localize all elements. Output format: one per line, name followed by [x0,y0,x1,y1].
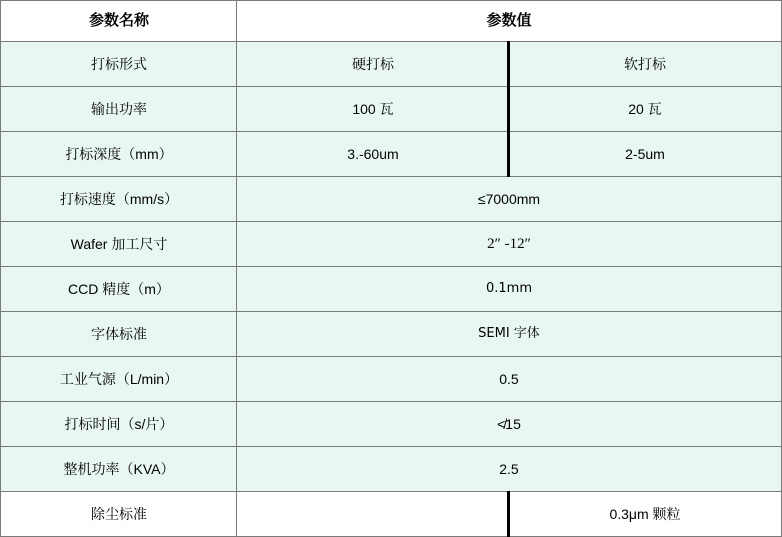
header-cell-value: 参数值 [237,1,781,42]
column-divider [507,86,510,132]
row-value-left [237,492,509,537]
column-divider [507,41,510,87]
table-row [1,87,781,132]
column-divider [507,491,510,537]
table-row [1,447,781,492]
row-value-merged: 2″ -12″ [237,222,781,267]
row-value-merged: 0.1mm [237,267,781,312]
row-value-left: 硬打标 [237,42,509,87]
row-value-left: 3.-60um [237,132,509,177]
row-value-merged: 2.5 [237,447,781,492]
table-row [1,42,781,87]
row-label: CCD 精度（m） [1,267,237,312]
table-row [1,402,781,447]
row-label: 打标时间（s/片） [1,402,237,447]
row-value-left: 100 瓦 [237,87,509,132]
row-label: 整机功率（KVA） [1,447,237,492]
row-label: Wafer 加工尺寸 [1,222,237,267]
row-value-merged: SEMI 字体 [237,312,781,357]
row-value-right: 2-5um [509,132,781,177]
row-label: 字体标准 [1,312,237,357]
table-row [1,132,781,177]
row-value-merged: 0.5 [237,357,781,402]
table-row [1,312,781,357]
column-divider [507,131,510,177]
row-value-merged: ≤7000mm [237,177,781,222]
row-value-right: 20 瓦 [509,87,781,132]
table-row [1,267,781,312]
row-label: 打标速度（mm/s） [1,177,237,222]
row-value-right: 软打标 [509,42,781,87]
row-label: 工业气源（L/min） [1,357,237,402]
row-value-merged: ≮15 [237,402,781,447]
table-row [1,177,781,222]
table-row [1,222,781,267]
row-label: 打标形式 [1,42,237,87]
row-label: 除尘标准 [1,492,237,537]
row-value-right: 0.3μm 颗粒 [509,492,781,537]
row-label: 输出功率 [1,87,237,132]
table-row [1,357,781,402]
table-header-row [1,1,781,42]
header-cell-name: 参数名称 [1,1,237,42]
table-row [1,492,781,537]
row-label: 打标深度（mm） [1,132,237,177]
